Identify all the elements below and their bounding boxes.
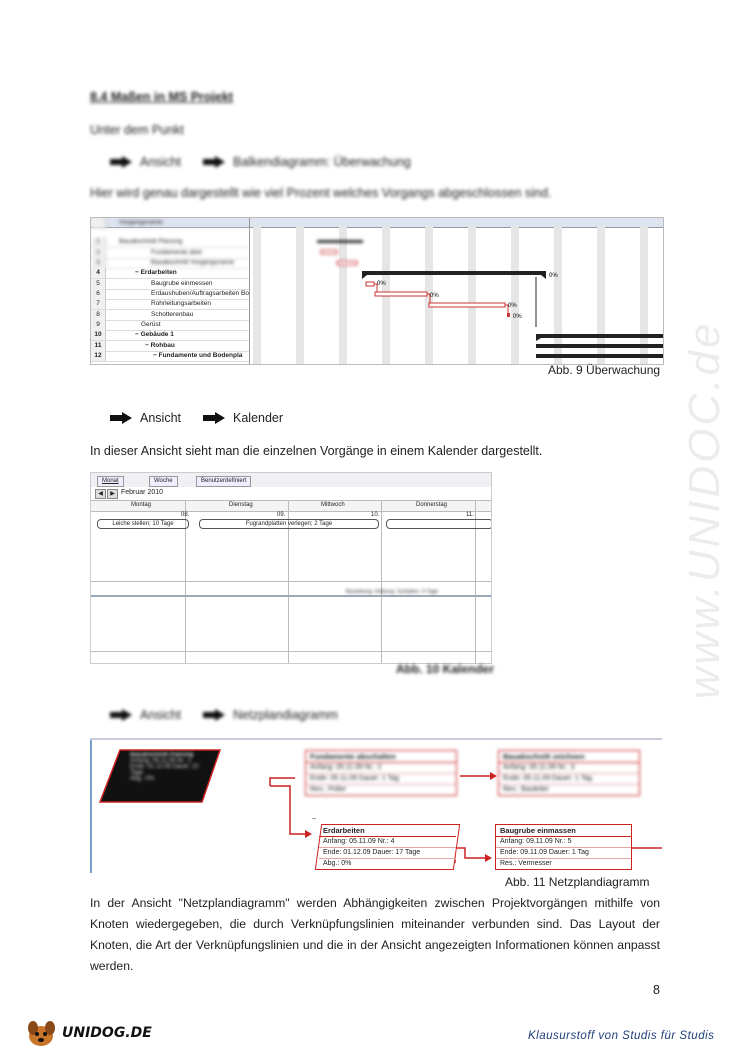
footer-logo <box>24 1018 152 1048</box>
network-diagram-screenshot <box>90 738 662 873</box>
next-month-button[interactable]: ▶ <box>107 489 118 499</box>
menu-path-2-a: Ansicht <box>140 411 181 425</box>
gantt-row-name: Fundamente aber <box>151 249 203 256</box>
body-paragraph: In der Ansicht "Netzplandiagramm" werden Abhängigkeiten zwischen Projektvorgängen mithilfe von Knoten wiedergegeben, die durch Verknüpfungslinien miteinander verbunden sind. Das Layout der Knoten, die Art der Verknüpfungslinien und die in der Ansicht angezeigten Informationen können anpasst werden. <box>90 896 660 973</box>
calendar-task-bar[interactable] <box>386 519 492 529</box>
date-label: 11. <box>466 512 474 518</box>
calendar-screenshot <box>90 472 492 664</box>
figure-caption-11: Abb. 11 Netzplandiagramm <box>505 875 650 889</box>
menu-path-1-b: Balkendiagramm: Überwachung <box>233 155 411 169</box>
calendar-month: Februar 2010 <box>121 489 164 496</box>
figure-caption-10: Abb. 10 Kalender <box>396 662 495 676</box>
watermark: www.UNIDOC.de <box>680 320 729 700</box>
gantt-screenshot: Vorgangsname 1 Bauabschnitt Planung 2 Fundamente aber 3 Bauabschnitt Vorgangsname 4 − Erdarbeiten 5 Baugrube einmessen 6 Erdaushuben/Auftragsarbeiten Bo 7 Rohrleitungsarbeiten 8 Schotterenbau 9 Gerüst 10 − Gebäude 1 11 − Rohbau 12 − Fundamente und Bodenpla 0% 0% 0% 0% 0% <box>90 217 664 365</box>
arrow-icon <box>203 413 225 423</box>
date-label: 08. <box>181 512 190 518</box>
gantt-pct: 0% <box>377 281 386 287</box>
date-label: 09. <box>277 512 286 518</box>
gantt-row-name: Gerüst <box>141 321 161 328</box>
intro-text: Unter dem Punkt <box>90 123 184 137</box>
menu-path-3-b: Netzplandiagramm <box>233 708 338 722</box>
calendar-footer-task: Bauleitung, Haltung, Schäden; 4 Tage <box>346 589 439 595</box>
page-number: 8 <box>653 983 660 997</box>
prev-month-button[interactable]: ◀ <box>95 489 106 499</box>
gantt-row-name: Bauabschnitt Vorgangsname <box>151 259 235 266</box>
section-heading: 8.4 Maßen in MS Projekt <box>90 90 234 104</box>
gantt-row-name: Baugrube einmessen <box>151 280 213 287</box>
gantt-pct: 0% <box>430 293 439 299</box>
menu-path-2-b: Kalender <box>233 411 284 425</box>
dog-logo-icon <box>24 1018 58 1048</box>
node-baugrube[interactable]: Baugrube einmassen Anfang: 09.11.09 Nr.: 5 Ende: 09.11.09 Dauer: 1 Tag Res.: Vermesser <box>495 824 632 870</box>
calendar-task[interactable]: Fugrandplatten verlegen; 2 Tage <box>199 519 379 529</box>
month-button[interactable]: Monat <box>97 476 124 487</box>
arrow-icon <box>110 157 132 167</box>
day-header: Dienstag <box>229 502 253 508</box>
date-label: 10. <box>371 512 380 518</box>
gantt-bars <box>249 227 663 364</box>
day-header: Mittwoch <box>321 502 345 508</box>
menu-path-2 <box>110 411 283 425</box>
calendar-task[interactable]: Leiche stellen; 10 Tage <box>97 519 189 529</box>
node-bauabschnitt[interactable]: Bauabschnitt zeichnen Anfang: 05.11.09 Nr.: 3 Ende: 05.11.09 Dauer: 1 Tag Res.: Bauleiter <box>498 750 640 796</box>
logo-text: UNIDOG.DE <box>62 1025 152 1041</box>
gantt-row-name: − Rohbau <box>145 342 175 349</box>
arrow-icon <box>203 710 225 720</box>
node-erdarbeiten[interactable]: Erdarbeiten Anfang: 05.11.09 Nr.: 4 Ende: 01.12.09 Dauer: 17 Tage Abg.: 0% <box>315 824 460 870</box>
week-button[interactable]: Woche <box>149 476 178 487</box>
menu-path-1 <box>110 155 411 169</box>
menu-path-3 <box>110 708 338 722</box>
custom-button[interactable]: Benutzerdefiniert <box>196 476 251 487</box>
arrow-icon <box>110 710 132 720</box>
node-fundamente[interactable]: Fundamente abschalten Anfang: 05.11.09 Nr.: 2 Ende: 05.11.09 Dauer: 1 Tag Res.: Polier <box>305 750 457 796</box>
figure-caption-9: Abb. 9 Überwachung <box>548 363 661 377</box>
gantt-pct: 0% <box>508 303 517 309</box>
gantt-row-name: Erdaushuben/Auftragsarbeiten Bo <box>151 290 249 297</box>
day-header: Donnerstag <box>416 502 448 508</box>
node-planning[interactable]: Bauabschnitt Planung Anfang: 05.11.09 Nr.: 1 Ende: 01.12.09 Dauer: 22 Tage Abg.: 0% <box>130 752 199 782</box>
gantt-row-name: Schotterenbau <box>151 311 194 318</box>
gantt-pct: 0% <box>549 273 558 279</box>
gantt-row-name: − Erdarbeiten <box>135 269 177 276</box>
gantt-row-name: − Fundamente und Bodenpla <box>153 352 243 359</box>
gantt-row-name: Bauabschnitt Planung <box>119 238 183 245</box>
footer-text: Klausurstoff von Studis für Studis <box>528 1030 715 1042</box>
arrow-icon <box>203 157 225 167</box>
day-header: Montag <box>131 502 152 508</box>
description-2: In dieser Ansicht sieht man die einzelnen Vorgänge in einem Kalender dargestellt. <box>90 444 543 458</box>
menu-path-1-a: Ansicht <box>140 155 181 169</box>
gantt-pct: 0% <box>513 314 522 320</box>
collapse-icon[interactable]: − <box>312 816 317 823</box>
description-1: Hier wird genau dargestellt wie viel Prozent welches Vorgangs abgeschlossen sind. <box>90 186 552 200</box>
arrow-icon <box>110 413 132 423</box>
menu-path-3-a: Ansicht <box>140 708 181 722</box>
gantt-col-header: Vorgangsname <box>119 219 163 226</box>
gantt-row-name: − Gebäude 1 <box>135 331 174 338</box>
gantt-row-name: Rohrleitungsarbeiten <box>151 300 211 307</box>
